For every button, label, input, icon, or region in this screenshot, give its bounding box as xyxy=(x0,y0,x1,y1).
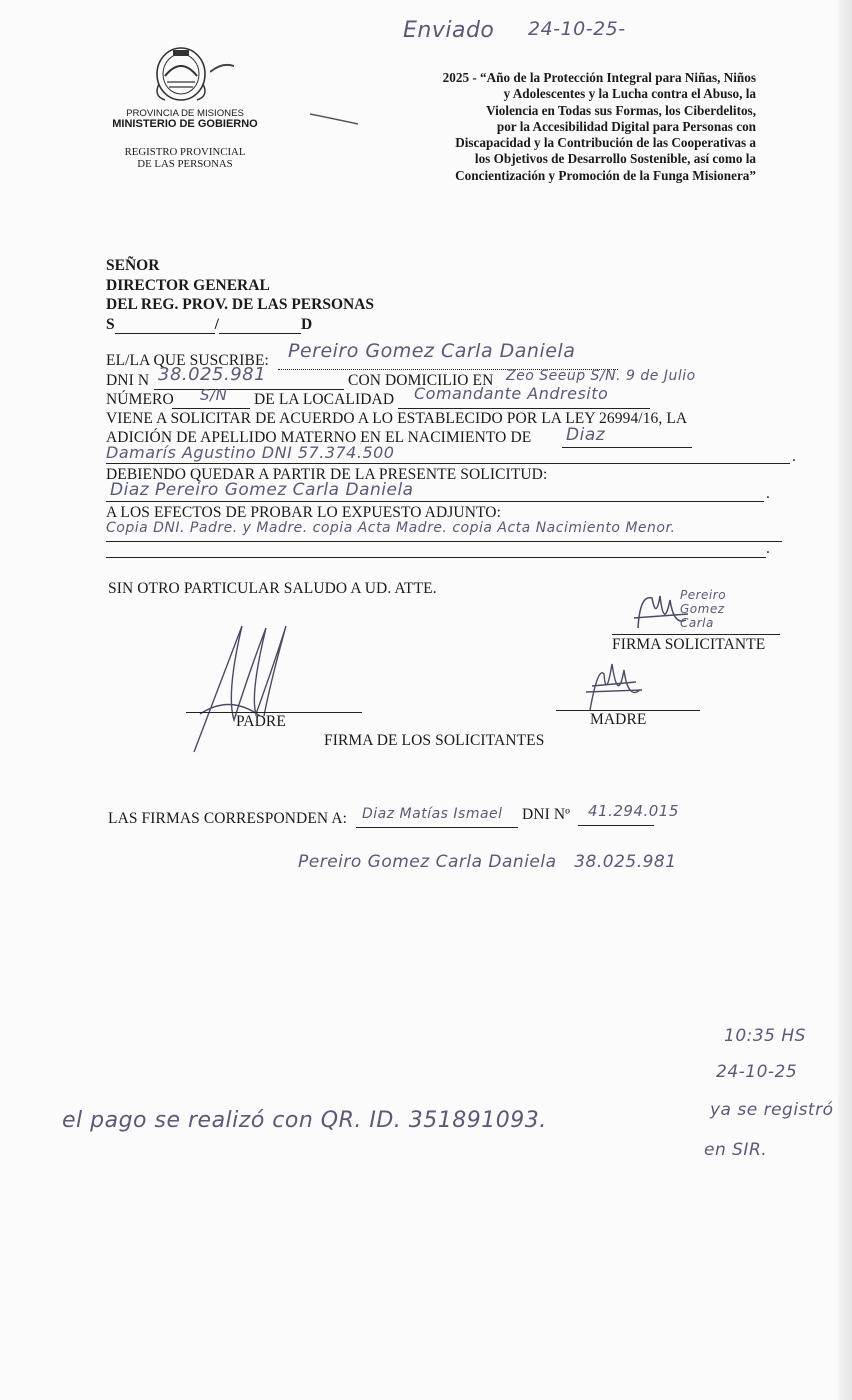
correspond-dni-value[interactable]: 41.294.015 xyxy=(588,802,679,820)
motto-line: por la Accesibilidad Digital para Personas con xyxy=(496,118,756,134)
registry-line2: DE LAS PERSONAS xyxy=(137,158,233,170)
d-blank xyxy=(219,319,301,334)
subscriber-label: EL/LA QUE SUSCRIBE: xyxy=(106,352,269,369)
result-label: DEBIENDO QUEDAR A PARTIR DE LA PRESENTE SOLICITUD: xyxy=(106,466,548,483)
registered-note: ya se registró xyxy=(710,1100,834,1120)
birth-name-line-b xyxy=(106,462,790,464)
father-signature-icon xyxy=(190,624,300,754)
official-motto xyxy=(340,70,756,184)
correspond-dni-label: DNI Nº xyxy=(522,806,571,823)
birth-name-line-a xyxy=(562,446,692,448)
sir-note: en SIR. xyxy=(704,1140,768,1160)
proof-line xyxy=(106,540,782,542)
payment-note: el pago se realizó con QR. ID. 351891093. xyxy=(62,1108,547,1133)
proof-value[interactable]: Copia DNI. Padre. y Madre. copia Acta Madre. copia Acta Nacimiento Menor. xyxy=(106,520,676,536)
province-name: PROVINCIA DE MISIONES xyxy=(126,108,244,119)
number-line xyxy=(172,407,250,409)
result-line xyxy=(106,500,764,502)
period-mark: . xyxy=(792,448,796,465)
applicants-label: FIRMA DE LOS SOLICITANTES xyxy=(324,732,545,749)
ministry-name: MINISTERIO DE GOBIERNO xyxy=(112,118,258,130)
correspond-value[interactable]: Diaz Matías Ismael xyxy=(362,806,503,822)
correspond-dni-line xyxy=(578,824,654,826)
father-label: PADRE xyxy=(236,713,286,730)
subscriber-value[interactable]: Pereiro Gomez Carla Daniela xyxy=(288,340,576,362)
salute: SIN OTRO PARTICULAR SALUDO A UD. ATTE. xyxy=(108,580,437,597)
sent-note: Enviado xyxy=(403,18,495,43)
motto-line: “Año de la Protección Integral para Niñas, Niños xyxy=(480,70,756,85)
period-mark: . xyxy=(766,485,770,502)
motto-line: Violencia en Todas sus Formas, los Ciberdelitos, xyxy=(486,102,756,118)
seal-tape-mark-icon xyxy=(210,60,234,76)
domicile-value[interactable]: Zeo Seeup S/N. 9 de Julio xyxy=(506,368,696,384)
request-line1: VIENE A SOLICITAR DE ACUERDO A LO ESTABLECIDO POR LA LEY 26994/16, LA xyxy=(106,410,688,427)
applicant-sign-line xyxy=(612,633,780,635)
birth-name-a[interactable]: Diaz xyxy=(566,425,606,445)
applicant-sign-label: FIRMA SOLICITANTE xyxy=(612,636,766,653)
locality-line xyxy=(398,407,650,409)
s-blank xyxy=(115,319,215,334)
mother-signature-icon xyxy=(584,660,644,716)
addressee-line2: DIRECTOR GENERAL xyxy=(106,276,270,294)
sent-date: 24-10-25- xyxy=(528,18,626,40)
provincial-seal-icon xyxy=(151,44,211,106)
correspond-line xyxy=(356,826,518,828)
dni-line xyxy=(154,388,344,390)
locality-value[interactable]: Comandante Andresito xyxy=(414,384,609,403)
dni-label: DNI N xyxy=(106,372,150,389)
result-value[interactable]: Diaz Pereiro Gomez Carla Daniela xyxy=(110,480,414,500)
motto-line: los Objetivos de Desarrollo Sostenible, así como la xyxy=(474,151,756,167)
d-label: D xyxy=(300,315,313,333)
second-signer: Pereiro Gomez Carla Daniela 38.025.981 xyxy=(298,852,677,872)
applicant-sign-note: Pereiro Gomez Carla xyxy=(680,588,727,630)
domicile-label: CON DOMICILIO EN xyxy=(348,372,494,389)
date-note: 24-10-25 xyxy=(716,1062,798,1082)
mother-label: MADRE xyxy=(590,711,647,728)
number-label: NÚMERO xyxy=(106,391,174,408)
addressee-block xyxy=(106,256,374,334)
number-value[interactable]: S/N xyxy=(200,386,228,404)
time-note: 10:35 HS xyxy=(724,1026,806,1046)
locality-label: DE LA LOCALIDAD xyxy=(254,391,395,408)
birth-name-b[interactable]: Damarís Agustino DNI 57.374.500 xyxy=(106,443,395,462)
registry-line1: REGISTRO PROVINCIAL xyxy=(124,146,246,158)
correspond-label: LAS FIRMAS CORRESPONDEN A: xyxy=(108,810,348,827)
addressee-line3: DEL REG. PROV. DE LAS PERSONAS xyxy=(106,296,375,313)
motto-line: y Adolescentes y la Lucha contra el Abuso, la xyxy=(503,86,756,102)
motto-line: Discapacidad y la Contribución de las Cooperativas a xyxy=(455,135,756,151)
motto-year: 2025 - xyxy=(442,70,481,85)
request-line2: ADICIÓN DE APELLIDO MATERNO EN EL NACIMIENTO DE xyxy=(106,429,532,446)
s-label: S xyxy=(106,315,115,333)
proof-label: A LOS EFECTOS DE PROBAR LO EXPUESTO ADJUNTO: xyxy=(106,504,501,521)
page-edge xyxy=(838,0,852,1400)
motto-line: Concientización y Promoción de la Funga Misionera” xyxy=(455,167,756,183)
proof-line-2 xyxy=(106,556,766,558)
period-mark: . xyxy=(766,540,770,557)
addressee-line1: SEÑOR xyxy=(106,257,160,274)
slash: / xyxy=(214,315,219,333)
dni-value[interactable]: 38.025.981 xyxy=(158,364,267,385)
